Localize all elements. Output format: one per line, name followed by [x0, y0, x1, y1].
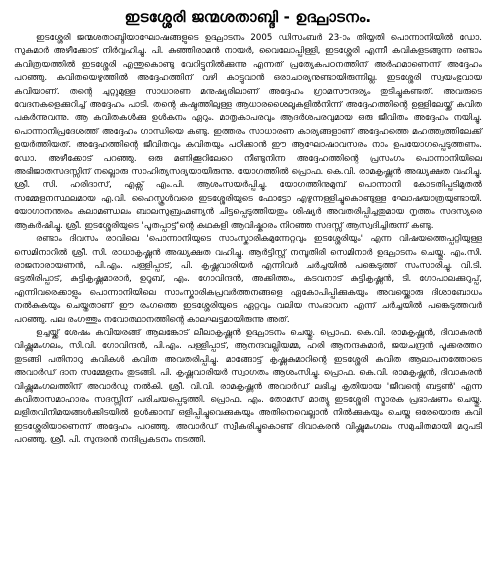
paragraph-poets-meet: ഉച്ചയ്ക്ക് ശേഷം കവിയരങ്ങ് ആലങ്കോട് ലീലാകൃഷ്ണൻ ഉദ്ഘാടനം ചെയ്തു. പ്രൊഫ. കെ.വി. രാമകൃഷ്ണൻ, ദിവാകരൻ വിഷ്ണുമംഗലം, സി.വി. ഗോവിന്ദൻ, പി.എം. പള്ളിപ്പാട്, ആനന്ദവല്ലിയമ്മ, ഹരി ആനന്ദകുമാർ, ജയചന്ദ്രൻ പൂക്കരത്തറ തുടങ്ങി പതിനാറു കവികൾ കവിത അവതരിപ്പിച്ചു. മാങ്ങോട്ട് കൃഷ്ണകുമാറിന്റെ ഇടശ്ശേരി കവിത ആലാപനത്തോടെ അവാർഡ് ദാന സമ്മേളനം തുടങ്ങി. പി. കൃഷ്ണവാരിയർ സ്വാഗതം ആശംസിച്ചു. പ്രൊഫ. കെ.വി. രാമകൃഷ്ണൻ, ദിവാകരൻ വിഷ്ണുമംഗലത്തിന് അവാർഡു നൽകി. ശ്രീ. വി.വി. രാമകൃഷ്ണൻ അവാർഡ് ലഭിച്ച കൃതിയായ 'ജീവന്റെ ബട്ടൺ' എന്ന കവിതാസമാഹാരം സദസ്സിന് പരിചയപ്പെടുത്തി. പ്രൊഫ. എം. തോമസ് മാത്യു ഇടശ്ശേരി സ്മാരക പ്രഭാഷണം ചെയ്തു. ലളിതവിനിമയങ്ങൾക്കിടയിൽ ഉൾക്കാമ്പ് ഒളിപ്പിച്ചുവെക്കുകയും അതിനെവെല്ലാൻ നിൽക്കുകയും ചെയ്ത ഒരേയൊരു കവി ഇടശ്ശേരിയാണെന്ന് അദ്ദേഹം പറഞ്ഞു. അവാർഡ് സ്വീകരിച്ചുകൊണ്ട് ദിവാകരൻ വിഷ്ണുമംഗലം സമുചിതമായി മറുപടി പറഞ്ഞു. ശ്രീ. പി. സുന്ദരൻ നന്ദിപ്രകടനം നടത്തി.	[14, 327, 482, 446]
paragraph-inauguration: ഇടശ്ശേരി ജന്മശതാബ്ദിയാഘോഷങ്ങളുടെ ഉദ്ഘാടനം 2005 ഡിസംബർ 23-ാം തിയ്യതി പൊന്നാനിയിൽ ഡോ. സുകുമാർ അഴീക്കോട് നിർവ്വഹിച്ചു. പി. കുഞ്ഞിരാമൻ നായർ, വൈലോപ്പിള്ളി, ഇടശ്ശേരി എന്നീ കവികളടങ്ങുന്ന രണ്ടാം കവിത്രയത്തിൽ ഇടശ്ശേരി എന്തുകൊണ്ടു വേറിട്ടുനിൽക്കുന്നു എന്നത് പ്രത്യേകപഠനത്തിന് അർഹമാണെന്ന് അദ്ദേഹം പറഞ്ഞു. കവിതയെഴുത്തിൽ അദ്ദേഹത്തിന് വഴി കാട്ടുവാൻ ഒരാചാര്യനുണ്ടായിരുന്നില്ല. ഇടശ്ശേരി സ്വയംഭുവായ കവിയാണ്. തന്റെ ചുറ്റുമുള്ള സാധാരണ മനുഷ്യരിലാണ് അദ്ദേഹം ഗ്രാമസൗന്ദര്യം തുടിച്ചുകണ്ടത്. അവരുടെ വേദനകളെക്കുറിച്ച് അദ്ദേഹം പാടി. തന്റെ കഷ്ടത്തിലുള്ള ആധാരശൈലൂകളിൽനിന്ന് അദ്ദേഹത്തിന്റെ ഉള്ളിലേയ്ക്ക് കവിത പകർന്നുവന്നു. ആ കവിതകൾക്കു ഉൾകനം ഏറും. മാതൃകാപരവും ആദർശപരവുമായ ഒരു ജീവിതം അദ്ദേഹം നയിച്ചു. പൊന്നാനിപ്രദേശത്ത് അദ്ദേഹം ഗാന്ധിയെ കണ്ടു. ഇത്തരം സാധാരണ കാര്യങ്ങളാണ് അദ്ദേഹത്തെ മഹത്ത്വത്തിലേക്ക് ഉയർത്തിയത്. അദ്ദേഹത്തിന്റെ ജീവിതവും കവിതയും പഠിക്കാൻ ഈ ആഘോഷാവസരം നാം ഉപയോഗപ്പെടുത്തണം. ഡോ. അഴീക്കോട് പറഞ്ഞു. ഒരു മണിക്കൂറിലേറെ നീണ്ടുനിന്ന അദ്ദേഹത്തിന്റെ പ്രസംഗം പൊന്നാനിയിലെ അഭിജാതസദസ്സിന് നല്ലൊരു സാഹിത്യസദ്യയായിരുന്നു. യോഗത്തിൽ പ്രൊഫ. കെ.വി. രാമകൃഷ്ണൻ അദ്ധ്യക്ഷത വഹിച്ചു. ശ്രീ. സി. ഹരിദാസ്, എക്സ് എം.പി. ആശംസയർപ്പിച്ചു. യോഗത്തിനുമുമ്പ് പൊന്നാനി കോടതിപ്പടിമുതൽ സമ്മേളനസ്ഥലമായ എ.വി. ഹൈസ്കൂൾവരെ ഇടശ്ശേരിയുടെ ഫോട്ടോ എഴുന്നള്ളിച്ചുകൊണ്ടുള്ള ഘോഷയാത്രയുണ്ടായി. യോഗാനന്തരം കലാമണ്ഡലം ബാലസുബ്രഹ്മണ്യൻ ചിട്ടപ്പെടുത്തിയതും ശിഷ്യർ അവതരിപ്പിച്ചതുമായ നൃത്തം സദസ്യരെ ആകർഷിച്ചു. ശ്രീ. ഇടശ്ശേരിയുടെ 'പൂതപ്പാട്ട്'ന്റെ കഥകളി ആവിഷ്കാരം നിറഞ്ഞ സദസ്സ് ആസ്വദിച്ചിരുന്ന് കണ്ടു.	[14, 33, 482, 231]
article-headline: ഇടശ്ശേരി ജന്മശതാബ്ദി - ഉദ്ഘാടനം.	[124, 8, 372, 26]
paragraph-seminar: രണ്ടാം ദിവസം രാവിലെ 'പൊന്നാനിയുടെ സാംസ്കാരികമുന്നേറ്റവും ഇടശ്ശേരിയും' എന്ന വിഷയത്തെപ്പറ്റിയുള്ള സെമിനാറിൽ ശ്രീ. സി. രാധാകൃഷ്ണൻ അദ്ധ്യക്ഷത വഹിച്ചു. ആർട്ടിസ്റ്റ് നമ്പൂതിരി സെമിനാർ ഉദ്ഘാടനം ചെയ്തു. എം.സി. രാജനാരായണൻ, പി.എം. പള്ളിപ്പാട്, പി. കൃഷ്ണവാരിയർ എന്നിവർ ചർച്ചയിൽ പങ്കെടുത്ത് സംസാരിച്ചു. വി.ടി. ഭട്ടതിരിപ്പാട്, കുട്ടികൃഷ്ണമാരാർ, ഉറൂബ്, എം. ഗോവിന്ദൻ, അക്കിത്തം, കടവനാട് കുട്ടികൃഷ്ണൻ, ടി. ഗോപാലക്കുറുപ്പ്, എന്നിവരെക്കാളും പൊന്നാനിയിലെ സാംസ്കാരികപ്രവർത്തനങ്ങളെ ഏകോപിപ്പിക്കുകയും അവയ്ക്കൊരു ദിശാബോധം നൽകുകയും ചെയ്തതാണ് ഈ രംഗത്തെ ഇടശ്ശേരിയുടെ ഏറ്റവും വലിയ സംഭാവന എന്ന് ചർച്ചയിൽ പങ്കെടുത്തവർ പറഞ്ഞു. പല രംഗത്തും നവോത്ഥാനത്തിന്റെ കാലഘട്ടമായിരുന്നു അത്.	[14, 234, 482, 325]
article-body	[14, 32, 482, 448]
